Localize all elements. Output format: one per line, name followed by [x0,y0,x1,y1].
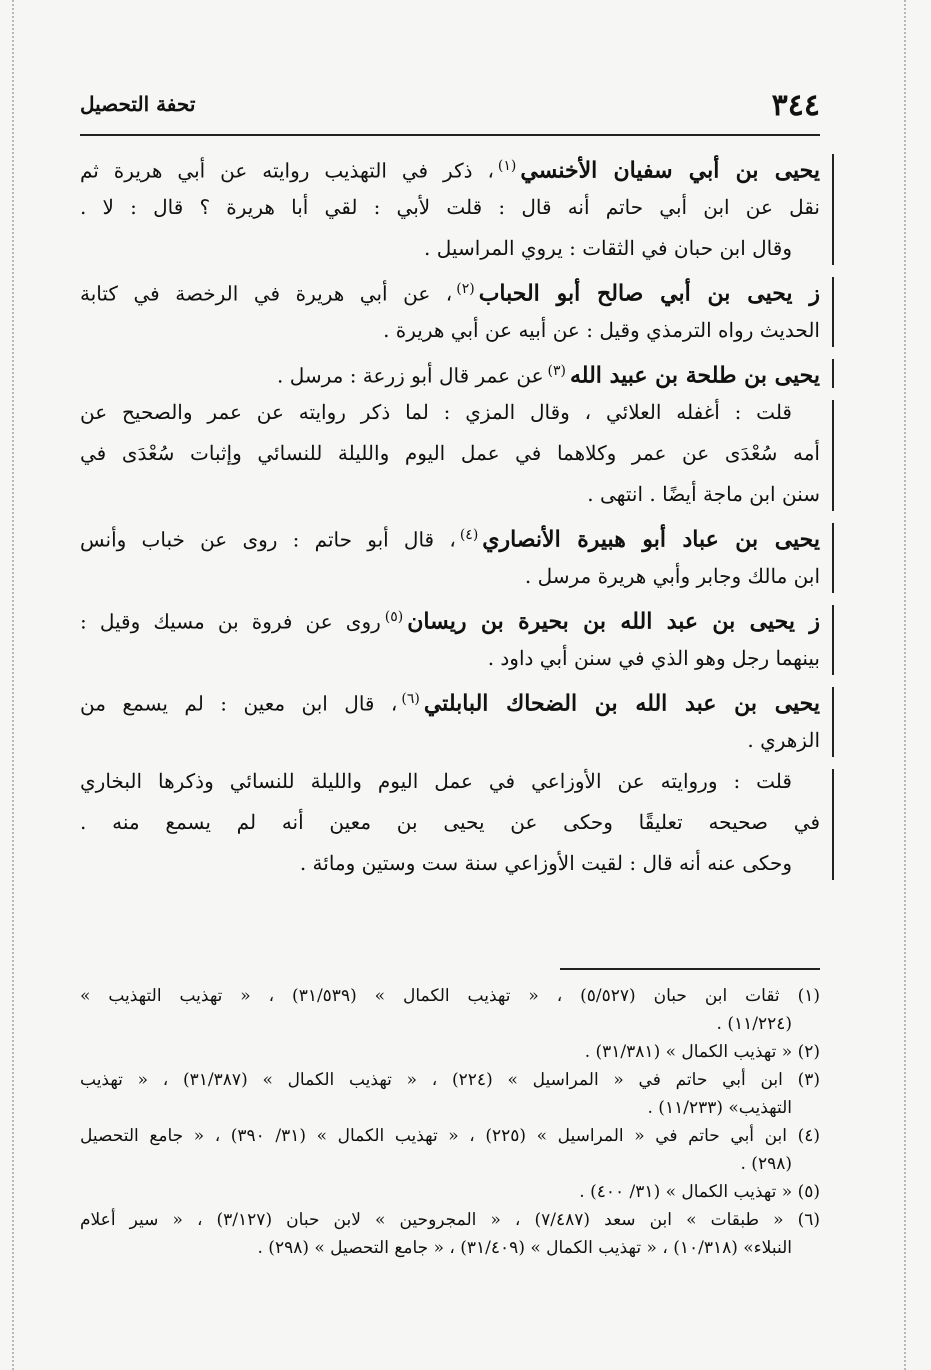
line-text: ، قال ابن معين : لم يسمع من [80,691,398,716]
footnote-line: (٢٩٨) . [740,1154,792,1174]
entry-marker-bar [832,523,834,593]
text-line [80,597,820,638]
footnote-reference: (٤) [459,527,479,543]
text-line [80,515,820,556]
line-text: ابن مالك وجابر وأبي هريرة مرسل . [524,564,820,588]
page-header [80,88,820,124]
footnote-line: (٥) « تهذيب الكمال » (٣١/ ٤٠٠) . [579,1182,820,1202]
line-text: سنن ابن ماجة أيضًا . انتهى . [587,482,820,506]
text-line [80,228,820,269]
entry-marker-bar [832,605,834,675]
narrator-name: يحيى بن عباد أبو هبيرة الأنصاري [482,526,820,553]
running-title: تحفة التحصيل [80,92,196,116]
biography-entry [80,351,820,392]
footnote [80,1038,820,1066]
line-text: قلت : وروايته عن الأوزاعي في عمل اليوم والليلة للنسائي وذكرها البخاري [80,769,792,793]
text-line [80,146,820,187]
biography-entry [80,269,820,351]
line-text: وحكى عنه أنه قال : لقيت الأوزاعي سنة ست وستين ومائة . [299,851,792,875]
footnote-line: التهذيب» (١١/٢٣٣) . [647,1098,792,1118]
text-line [80,843,820,884]
text-line [80,720,820,761]
footnote-reference: (١) [497,158,517,174]
text-line [80,474,820,515]
biography-entry [80,679,820,761]
footnote [80,1178,820,1206]
footnote-line: (٦) « طبقات » ابن سعد (٧/٤٨٧) ، « المجروحين » لابن حبان (٣/١٢٧) ، « سير أعلام [80,1210,820,1230]
biography-entry [80,515,820,597]
scan-edge-right [904,0,906,1370]
text-line [80,556,820,597]
text-line [80,802,820,843]
footnote-line: النبلاء» (١٠/٣١٨) ، « تهذيب الكمال » (٣١/٤٠٩) ، « جامع التحصيل » (٢٩٨) . [257,1238,792,1258]
biography-entry [80,392,820,515]
line-text: ، عن أبي هريرة في الرخصة في كتابة [80,281,453,306]
footnotes [80,982,820,1262]
narrator-name: ز يحيى بن أبي صالح أبو الحباب [478,280,820,307]
footnote-line: (١١/٢٢٤) . [716,1014,792,1034]
footnote [80,1206,820,1262]
text-line [80,351,820,392]
biography-entry [80,146,820,269]
narrator-name: يحيى بن طلحة بن عبيد الله [570,362,820,389]
entry-marker-bar [832,277,834,347]
text-line [80,433,820,474]
line-text: ، قال أبو حاتم : روى عن خباب وأنس [80,527,456,552]
footnote-line: (٢) « تهذيب الكمال » (٣١/٣٨١) . [584,1042,820,1062]
scan-edge-left [12,0,14,1370]
footnote-reference: (٦) [401,691,420,707]
text-line [80,679,820,720]
entry-marker-bar [832,769,834,880]
line-text: الحديث رواه الترمذي وقيل : عن أبيه عن أبي هريرة . [383,318,820,342]
biography-entry [80,597,820,679]
line-text: قلت : أغفله العلائي ، وقال المزي : لما ذكر روايته عن عمر والصحيح عن [80,400,792,424]
line-text: ، ذكر في التهذيب روايته عن أبي هريرة ثم [80,158,494,183]
footnote [80,982,820,1038]
text-line [80,392,820,433]
line-text: في صحيحه تعليقًا وحكى عن يحيى بن معين أنه لم يسمع منه . [80,810,820,834]
narrator-name: ز يحيى بن عبد الله بن بحيرة بن ريسان [407,608,820,635]
line-text: أمه سُعْدَى عن عمر وكلاهما في عمل اليوم والليلة للنسائي وإثبات سُعْدَى في [80,441,820,465]
text-line [80,310,820,351]
page-number: ٣٤٤ [771,88,820,123]
footnote-reference: (٣) [547,363,567,379]
entry-marker-bar [832,400,834,511]
line-text: نقل عن ابن أبي حاتم أنه قال : قلت لأبي : لقي أبا هريرة ؟ قال : لا . [80,195,820,219]
text-line [80,187,820,228]
line-text: عن عمر قال أبو زرعة : مرسل . [276,363,544,388]
line-text: بينهما رجل وهو الذي في سنن أبي داود . [487,646,820,670]
entry-marker-bar [832,687,834,757]
text-line [80,638,820,679]
body-text [80,146,820,884]
narrator-name: يحيى بن أبي سفيان الأخنسي [520,157,820,184]
footnote-reference: (٥) [384,609,404,625]
line-text: الزهري . [747,728,820,752]
footnote [80,1066,820,1122]
biography-entry [80,761,820,884]
line-text: وقال ابن حبان في الثقات : يروي المراسيل . [424,236,792,260]
entry-marker-bar [832,154,834,265]
footnote-rule [560,968,820,970]
footnote-line: (٣) ابن أبي حاتم في « المراسيل » (٢٢٤) ، « تهذيب الكمال » (٣١/٣٨٧) ، « تهذيب [80,1070,820,1090]
entry-marker-bar [832,359,834,388]
footnote-line: (١) ثقات ابن حبان (٥/٥٢٧) ، « تهذيب الكمال » (٣١/٥٣٩) ، « تهذيب التهذيب » [80,986,820,1006]
footnote-reference: (٢) [456,281,475,297]
text-line [80,269,820,310]
footnote-line: (٤) ابن أبي حاتم في « المراسيل » (٢٢٥) ، « تهذيب الكمال » (٣١/ ٣٩٠) ، « جامع التحصيل [80,1126,820,1146]
narrator-name: يحيى بن عبد الله بن الضحاك البابلتي [423,690,820,717]
line-text: روى عن فروة بن مسيك وقيل : [80,609,381,634]
footnote [80,1122,820,1178]
header-rule [80,134,820,136]
text-line [80,761,820,802]
